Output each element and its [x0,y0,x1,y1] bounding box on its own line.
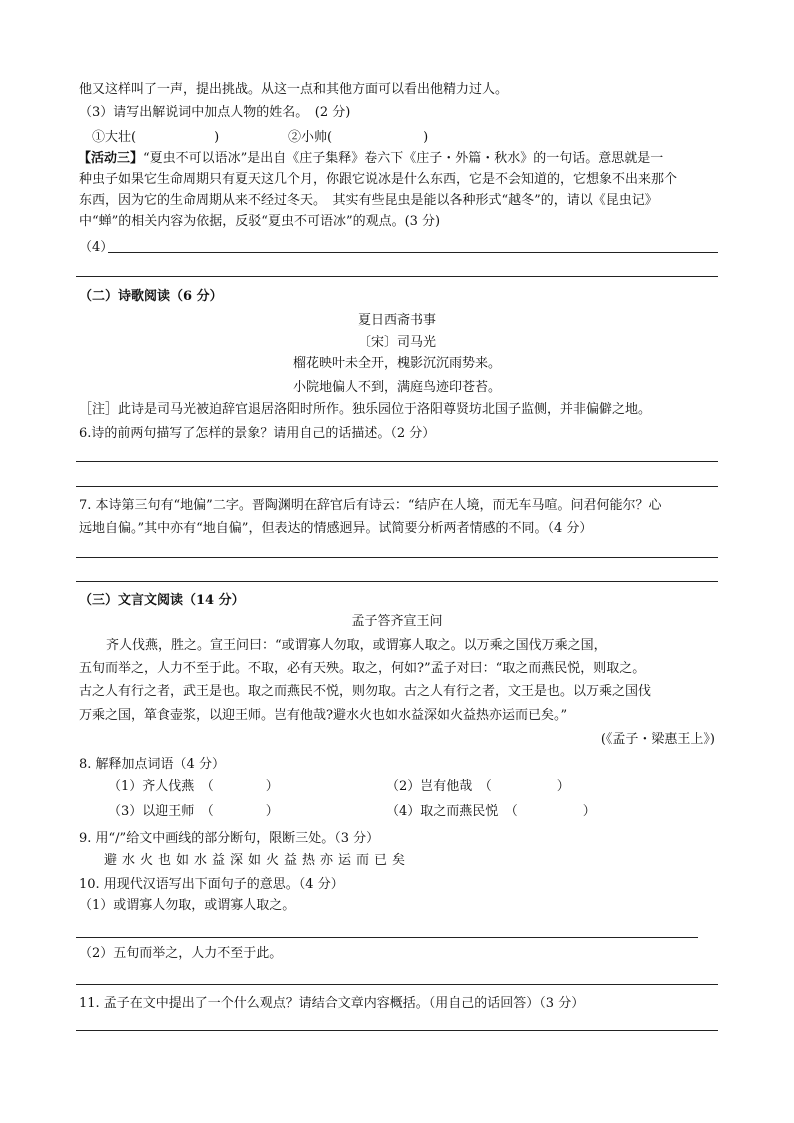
question-10: 10. 用现代汉语写出下面句子的意思。（4 分） [79,877,344,892]
answer-line[interactable] [76,937,698,938]
answer-line[interactable] [76,276,718,277]
classical-paragraph-line-2: 五旬而举之，人力不至于此。不取，必有天殃。取之，何如?”孟子对曰：“取之而燕民悦，则取之。 [79,661,646,676]
answer-line[interactable] [76,581,718,582]
q8-item-4: （4）取之而燕民悦 （ ） [386,804,596,819]
q10-sentence-1: （1）或谓寡人勿取，或谓寡人取之。 [79,898,296,913]
answer-line[interactable] [108,252,718,253]
question-11: 11. 孟子在文中提出了一个什么观点？请结合文章内容概括。（用自己的话回答）（3 分） [79,996,585,1011]
classical-paragraph-line-4: 万乘之国，箪食壶浆，以迎王师。岂有他哉?避水火也如水益深如火益热亦运而已矣。” [79,708,568,723]
poem-line-1: 榴花映叶未全开，槐影沉沉雨势来。 [292,356,501,371]
question-6: 6.诗的前两句描写了怎样的景象？请用自己的话描述。（2 分） [79,426,436,441]
q8-item-1: （1）齐人伐燕 （ ） [108,779,279,794]
q9-text: 避水火也如水益深如火益热亦运而已矣 [104,853,411,868]
q8-item-2: （2）岂有他哉 （ ） [386,779,570,794]
answer-line[interactable] [76,1030,718,1031]
activity-3-line-1: 【活动三】“夏虫不可以语冰”是出自《庄子集释》卷六下《庄子・外篇・秋水》的一句话。意思就是一 [78,151,664,166]
classical-title: 孟子答齐宣王问 [351,614,443,629]
activity-3-line-3: 东西，因为它的生命周期从来不经过冬天。 其实有些昆虫是能以各种形式“越冬”的，请以《昆虫记》 [79,193,658,208]
text-line: 他又这样叫了一声，提出挑战。从这一点和其他方面可以看出他精力过人。 [79,82,509,97]
poem-line-2: 小院地偏人不到，满庭鸟迹印苍苔。 [292,380,501,395]
classical-paragraph-line-1: 齐人伐燕，胜之。宣王问曰：“或谓寡人勿取，或谓寡人取之。以万乘之国伐万乘之国， [106,638,607,653]
activity-3-line-2: 种虫子如果它生命周期只有夏天这几个月，你跟它说冰是什么东西，它是不会知道的，它想象不出来那个 [79,172,678,187]
answer-line[interactable] [76,984,718,985]
poem-author: 〔宋〕司马光 [357,335,436,350]
q10-sentence-2: （2）五旬而举之，人力不至于此。 [79,946,283,961]
q3-option-a: ①大壮( ) [92,130,220,145]
poem-title: 夏日西斋书事 [357,313,436,328]
question-7-line-1: 7. 本诗第三句有“地偏”二字。晋陶渊明在辞官后有诗云：“结庐在人境，而无车马喧。问君何能尔？心 [79,498,662,513]
question-7-line-2: 远地自偏。”其中亦有“地自偏”，但表达的情感迥异。试简要分析两者情感的不同。（4 分） [79,521,593,536]
activity-3-label: 【活动三】 [78,151,144,166]
poem-note: ［注］此诗是司马光被迫辞官退居洛阳时所作。独乐园位于洛阳尊贤坊北国子监侧，并非偏僻之地。 [79,402,652,417]
classical-paragraph-line-3: 古之人有行之者，武王是也。取之而燕民不悦，则勿取。古之人有行之者，文王是也。以万乘之国伐 [79,684,652,699]
question-9: 9. 用“/”给文中画线的部分断句，限断三处。（3 分） [79,831,380,846]
question-8: 8. 解释加点词语（4 分） [79,757,225,772]
poem-section-heading: （二）诗歌阅读（6 分） [79,289,223,304]
q8-item-3: （3）以迎王师 （ ） [108,804,279,819]
classical-source: (《孟子・梁惠王上》) [600,732,715,747]
activity-3-line-4: 中“蝉”的相关内容为依据，反驳“夏虫不可语冰”的观点。(3 分) [79,214,441,229]
question-3: （3）请写出解说词中加点人物的姓名。 (2 分) [79,105,351,120]
classical-section-heading: （三）文言文阅读（14 分） [79,593,245,608]
answer-line[interactable] [76,486,718,487]
answer-line[interactable] [76,461,718,462]
answer-line[interactable] [76,557,718,558]
question-4: （4） [79,240,114,255]
q3-option-b: ②小帅( ) [288,130,429,145]
